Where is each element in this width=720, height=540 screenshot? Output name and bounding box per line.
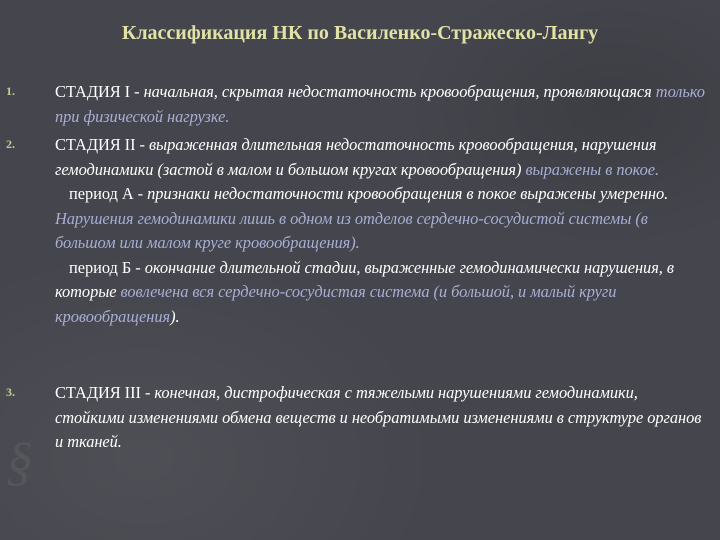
stage-2-lead: СТАДИЯ II	[55, 135, 136, 154]
list-number: 2.	[6, 137, 15, 151]
list-number: 1.	[6, 84, 15, 98]
stage-3-description: - конечная, дистрофическая с тяжелыми нарушениями гемодинамики, стойкими изменениями обмена веществ и необратимыми изменениями в структуре органов и тканей.	[55, 383, 702, 451]
slide-title: Классификация НК по Василенко-Стражеско-Лангу	[121, 22, 599, 44]
stage-2-description: - выраженная длительная недостаточность кровообращения, нарушения гемодинамики (застой в малом и большом кругах кровообращения)	[55, 135, 657, 179]
period-a-description: - признаки недостаточности кровообращения в покое выражены умеренно.	[133, 184, 669, 203]
stage-2-highlight: выражены в покое.	[525, 159, 660, 179]
period-b-end: ).	[170, 306, 180, 326]
period-b-description: - окончание длительной стадии, выраженные гемодинамически нарушения, в которые	[55, 257, 674, 301]
stage-1-lead: СТАДИЯ I -	[55, 82, 140, 101]
stage-1-description: начальная, скрытая недостаточность кровообращения, проявляющаяся	[139, 82, 656, 101]
stage-1-text	[55, 80, 710, 129]
period-a-lead: период А	[69, 184, 134, 203]
stage-3-text	[55, 381, 710, 455]
stage-2-text	[55, 133, 710, 329]
stage-1-highlight: только при физической нагрузке.	[55, 82, 705, 126]
period-b-lead: период Б	[69, 257, 132, 277]
period-a-highlight: Нарушения гемодинамики лишь в одном из отделов сердечно-сосудистой системы (в большом или малом круге кровообращения).	[55, 208, 648, 252]
stage-3-lead: СТАДИЯ III	[55, 383, 141, 402]
watermark-decoration: §	[6, 431, 33, 491]
list-number: 3.	[6, 385, 15, 399]
period-b-highlight: вовлечена вся сердечно-сосудистая система (и большой, и малый круги кровообращения	[55, 282, 617, 326]
